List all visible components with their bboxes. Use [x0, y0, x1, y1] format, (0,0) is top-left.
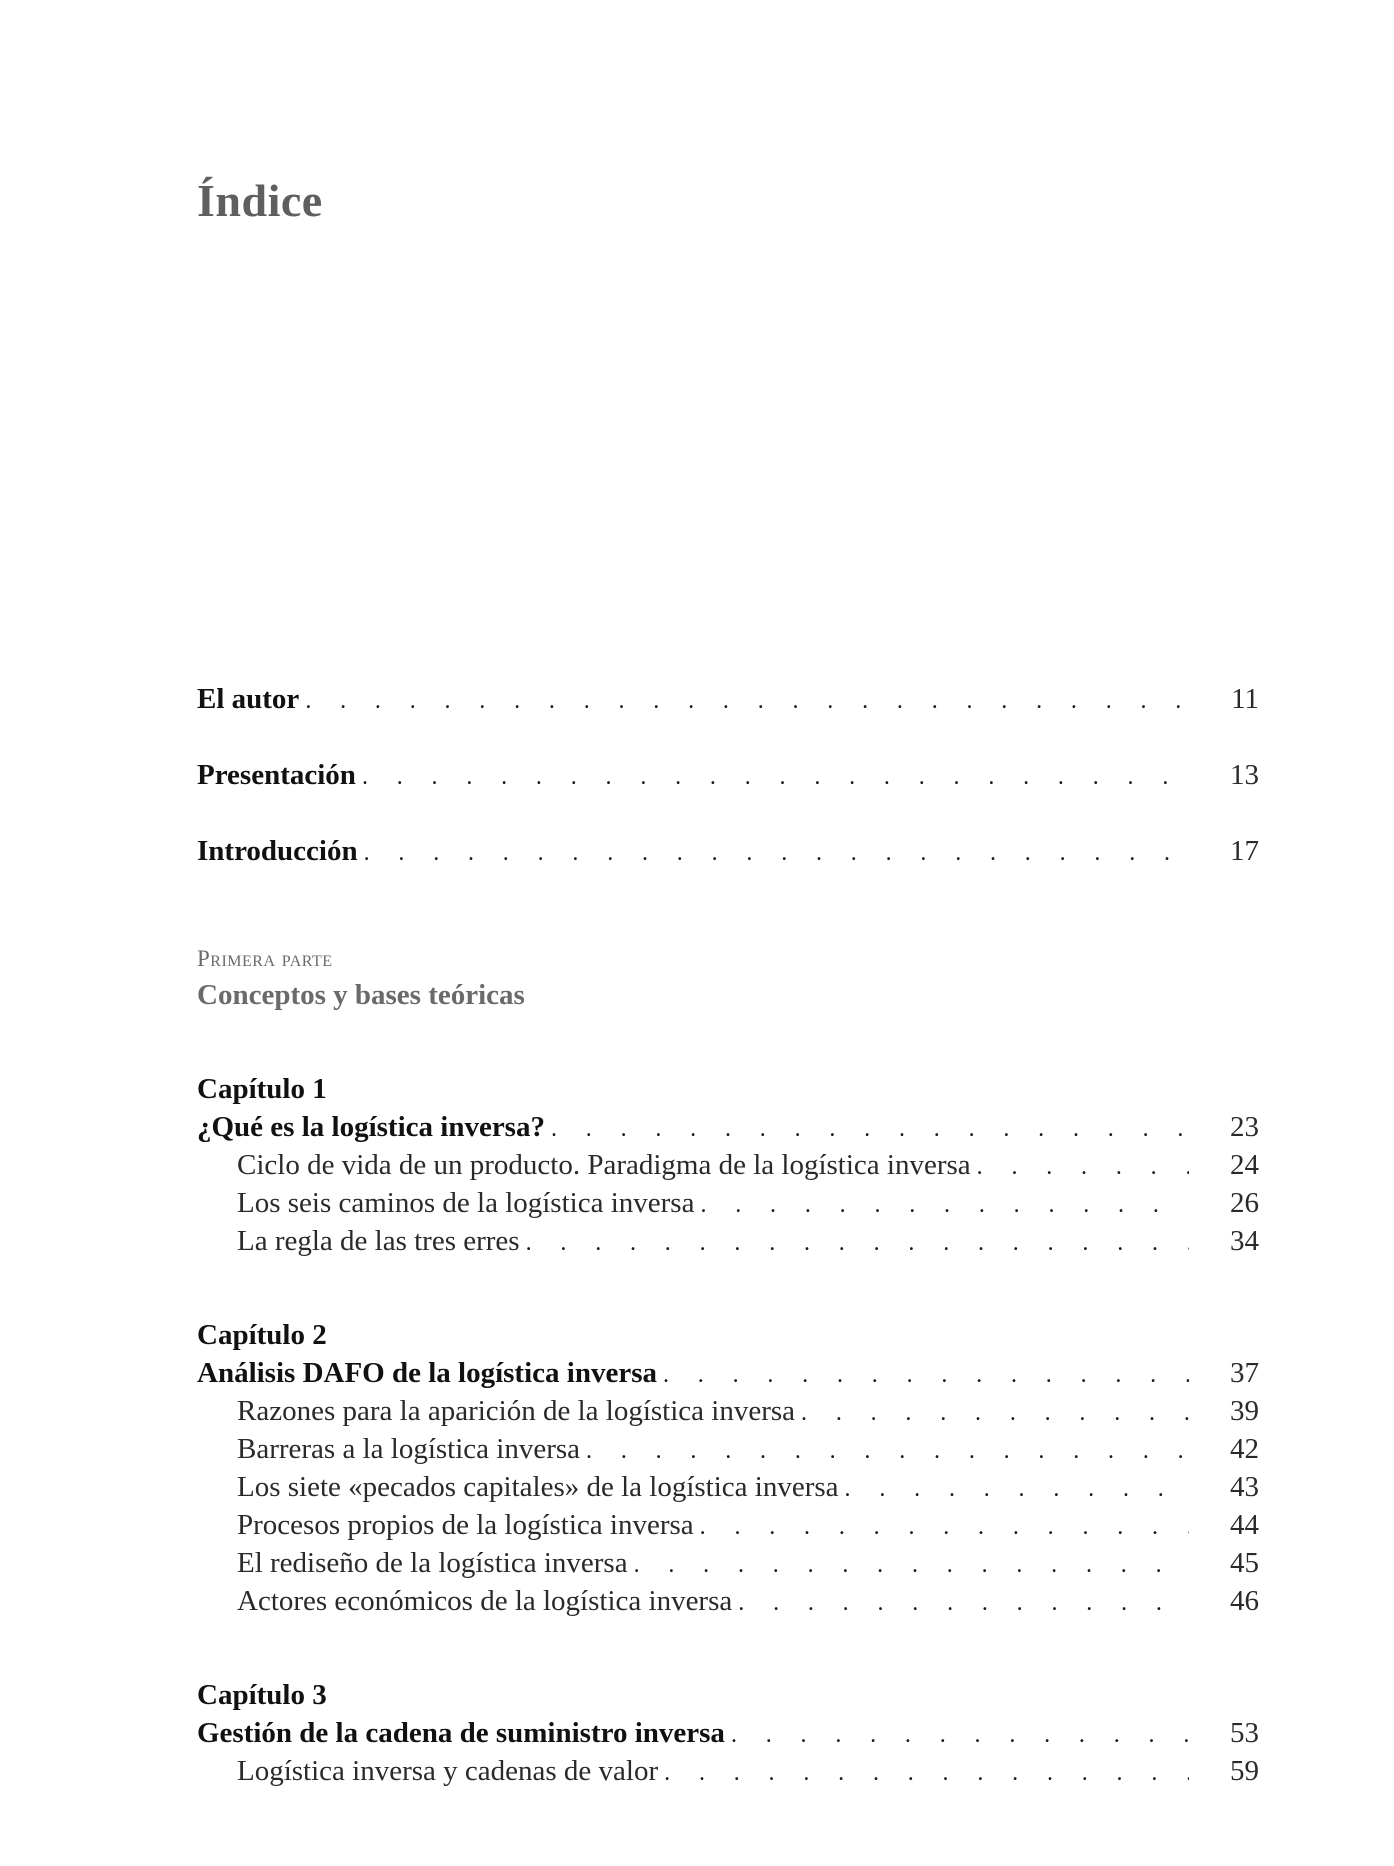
dot-leader [364, 834, 1189, 872]
section-title: Ciclo de vida de un producto. Paradigma de la logística inversa [237, 1149, 971, 1181]
toc-entry-section[interactable] [197, 1392, 1259, 1430]
toc-page-number: 59 [1230, 1755, 1259, 1787]
section-title: Logística inversa y cadenas de valor [237, 1755, 659, 1787]
toc-page-number: 53 [1230, 1717, 1259, 1749]
toc-entry-section[interactable] [197, 1184, 1259, 1222]
dot-leader [634, 1546, 1189, 1584]
dot-leader [362, 758, 1189, 796]
toc-entry-section[interactable] [197, 1582, 1259, 1620]
section-title: El rediseño de la logística inversa [237, 1547, 628, 1579]
section-title: La regla de las tres erres [237, 1225, 520, 1257]
dot-leader [700, 1508, 1189, 1546]
toc-entry-introduccion[interactable] [197, 832, 1259, 870]
toc-entry-section[interactable] [197, 1468, 1259, 1506]
toc-page-number: 46 [1230, 1585, 1259, 1617]
toc-page-number: 11 [1231, 683, 1259, 715]
dot-leader [700, 1186, 1189, 1224]
toc-page-number: 26 [1230, 1187, 1259, 1219]
section-title: Razones para la aparición de la logística inversa [237, 1395, 796, 1427]
toc-page-number: 39 [1230, 1395, 1259, 1427]
section-title: Barreras a la logística inversa [237, 1433, 581, 1465]
part-label: Primera parte [197, 946, 333, 971]
toc-entry-section[interactable] [197, 1752, 1259, 1790]
toc-page-number: 17 [1230, 835, 1259, 867]
toc-entry-label: Presentación [197, 759, 356, 791]
chapter-label: Capítulo 1 [197, 1073, 327, 1105]
section-title: Los siete «pecados capitales» de la logística inversa [237, 1471, 839, 1503]
toc-entry-chapter-2[interactable] [197, 1354, 1259, 1392]
table-of-contents [197, 680, 1259, 1790]
toc-page-number: 42 [1230, 1433, 1259, 1465]
toc-entry-section[interactable] [197, 1222, 1259, 1260]
dot-leader [738, 1584, 1189, 1622]
toc-page-number: 45 [1230, 1547, 1259, 1579]
page-title: Índice [197, 175, 323, 226]
toc-entry-section[interactable] [197, 1146, 1259, 1184]
dot-leader [526, 1224, 1189, 1262]
chapter-title: Gestión de la cadena de suministro inversa [197, 1717, 725, 1749]
chapter-label: Capítulo 2 [197, 1319, 327, 1351]
toc-entry-section[interactable] [197, 1506, 1259, 1544]
dot-leader [663, 1356, 1189, 1394]
dot-leader [801, 1394, 1189, 1432]
toc-page-number: 24 [1230, 1149, 1259, 1181]
dot-leader [551, 1110, 1189, 1148]
chapter-title: ¿Qué es la logística inversa? [197, 1111, 545, 1143]
dot-leader [845, 1470, 1189, 1508]
section-title: Los seis caminos de la logística inversa [237, 1187, 695, 1219]
chapter-label: Capítulo 3 [197, 1679, 327, 1711]
dot-leader [305, 682, 1189, 720]
toc-entry-label: Introducción [197, 835, 358, 867]
section-title: Procesos propios de la logística inversa [237, 1509, 694, 1541]
section-title: Actores económicos de la logística inversa [237, 1585, 733, 1617]
toc-page-number: 34 [1230, 1225, 1259, 1257]
toc-entry-chapter-1[interactable] [197, 1108, 1259, 1146]
toc-entry-label: El autor [197, 683, 300, 715]
toc-page-number: 23 [1230, 1111, 1259, 1143]
dot-leader [586, 1432, 1189, 1470]
toc-page-number: 13 [1230, 759, 1259, 791]
dot-leader [731, 1716, 1189, 1754]
toc-page-number: 44 [1230, 1509, 1259, 1541]
toc-entry-section[interactable] [197, 1544, 1259, 1582]
chapter-title: Análisis DAFO de la logística inversa [197, 1357, 657, 1389]
toc-entry-section[interactable] [197, 1430, 1259, 1468]
toc-page-number: 37 [1230, 1357, 1259, 1389]
dot-leader [664, 1754, 1189, 1792]
part-title: Conceptos y bases teóricas [197, 979, 525, 1011]
toc-entry-el-autor[interactable] [197, 680, 1259, 718]
toc-page-number: 43 [1230, 1471, 1259, 1503]
toc-entry-chapter-3[interactable] [197, 1714, 1259, 1752]
dot-leader [977, 1148, 1189, 1186]
toc-entry-presentacion[interactable] [197, 756, 1259, 794]
